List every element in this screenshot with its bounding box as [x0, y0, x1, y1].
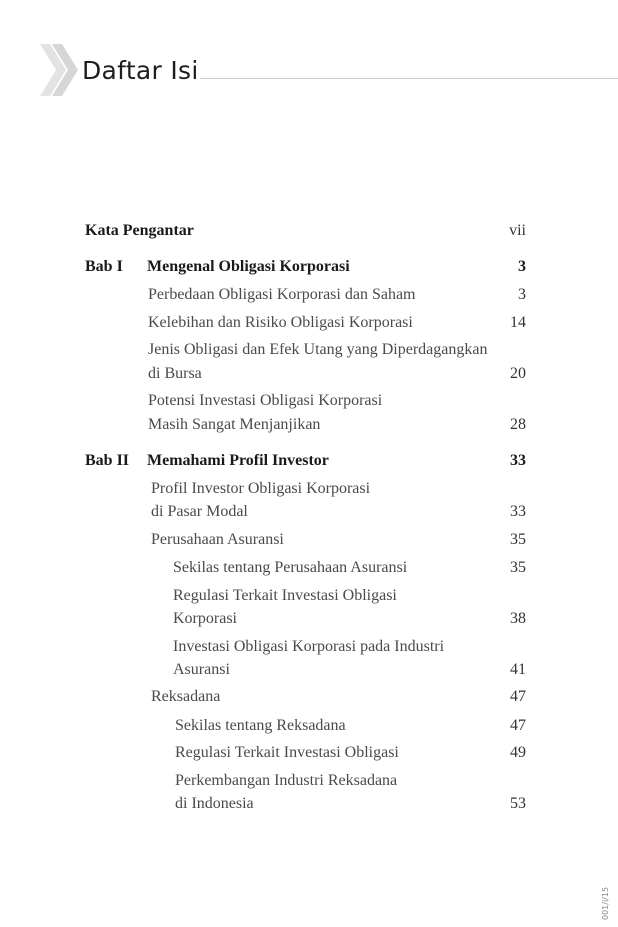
toc-entry[interactable]: Kelebihan dan Risiko Obligasi Korporasi: [148, 314, 413, 331]
toc-entry-page: 33: [510, 503, 526, 520]
toc-entry-page: 35: [510, 531, 526, 548]
toc-subentry-continued[interactable]: Korporasi: [173, 610, 237, 627]
toc-subentry[interactable]: Perkembangan Industri Reksadana: [175, 772, 398, 789]
toc-entry-page: 47: [510, 688, 526, 705]
toc-entry-page: 20: [510, 365, 526, 382]
toc-chapter-page: 33: [510, 452, 526, 469]
toc-entry-continued[interactable]: Masih Sangat Menjanjikan: [148, 416, 321, 433]
title-rule: [200, 78, 618, 79]
toc-subentry[interactable]: Regulasi Terkait Investasi Obligasi: [173, 587, 397, 604]
toc-subentry[interactable]: Sekilas tentang Perusahaan Asuransi: [173, 559, 408, 576]
toc-subentry[interactable]: Investasi Obligasi Korporasi pada Industri: [173, 638, 445, 655]
toc-entry-page: 14: [510, 314, 526, 331]
toc-entry[interactable]: Jenis Obligasi dan Efek Utang yang Diperdagangkan: [148, 341, 488, 358]
toc-subentry[interactable]: Regulasi Terkait Investasi Obligasi: [175, 744, 399, 761]
toc-kata-pengantar-label[interactable]: Kata Pengantar: [85, 222, 194, 239]
toc-entry-continued[interactable]: di Bursa: [148, 365, 202, 382]
toc-entry-page: 53: [510, 795, 526, 812]
toc-entry[interactable]: Perbedaan Obligasi Korporasi dan Saham: [148, 286, 416, 303]
toc-entry[interactable]: Perusahaan Asuransi: [151, 531, 284, 548]
toc-entry-page: 41: [510, 661, 526, 678]
toc-subentry-continued[interactable]: di Indonesia: [175, 795, 254, 812]
toc-chapter-title[interactable]: Mengenal Obligasi Korporasi: [147, 258, 350, 275]
toc-entry-page: 3: [518, 286, 526, 303]
toc-entry[interactable]: Profil Investor Obligasi Korporasi: [151, 480, 371, 497]
toc-chapter-title[interactable]: Memahami Profil Investor: [147, 452, 329, 469]
toc-entry-page: 47: [510, 717, 526, 734]
toc-subentry-continued[interactable]: Asuransi: [173, 661, 230, 678]
page-header: [0, 40, 618, 100]
toc-entry-continued[interactable]: di Pasar Modal: [151, 503, 248, 520]
toc-entry-page: 49: [510, 744, 526, 761]
toc-entry[interactable]: Potensi Investasi Obligasi Korporasi: [148, 392, 383, 409]
page-code: 001/i/15: [601, 886, 610, 920]
toc-entry[interactable]: Reksadana: [151, 688, 221, 705]
toc-entry-page: 28: [510, 416, 526, 433]
toc-kata-pengantar-page: vii: [509, 222, 526, 239]
toc-chapter-page: 3: [518, 258, 526, 275]
toc-chapter-number: Bab II: [85, 452, 130, 469]
toc-entry-page: 38: [510, 610, 526, 627]
toc-chapter-number: Bab I: [85, 258, 123, 275]
page-title: Daftar Isi: [82, 56, 199, 85]
toc-subentry[interactable]: Sekilas tentang Reksadana: [175, 717, 346, 734]
toc-entry-page: 35: [510, 559, 526, 576]
chevron-decoration-icon: [0, 40, 80, 100]
